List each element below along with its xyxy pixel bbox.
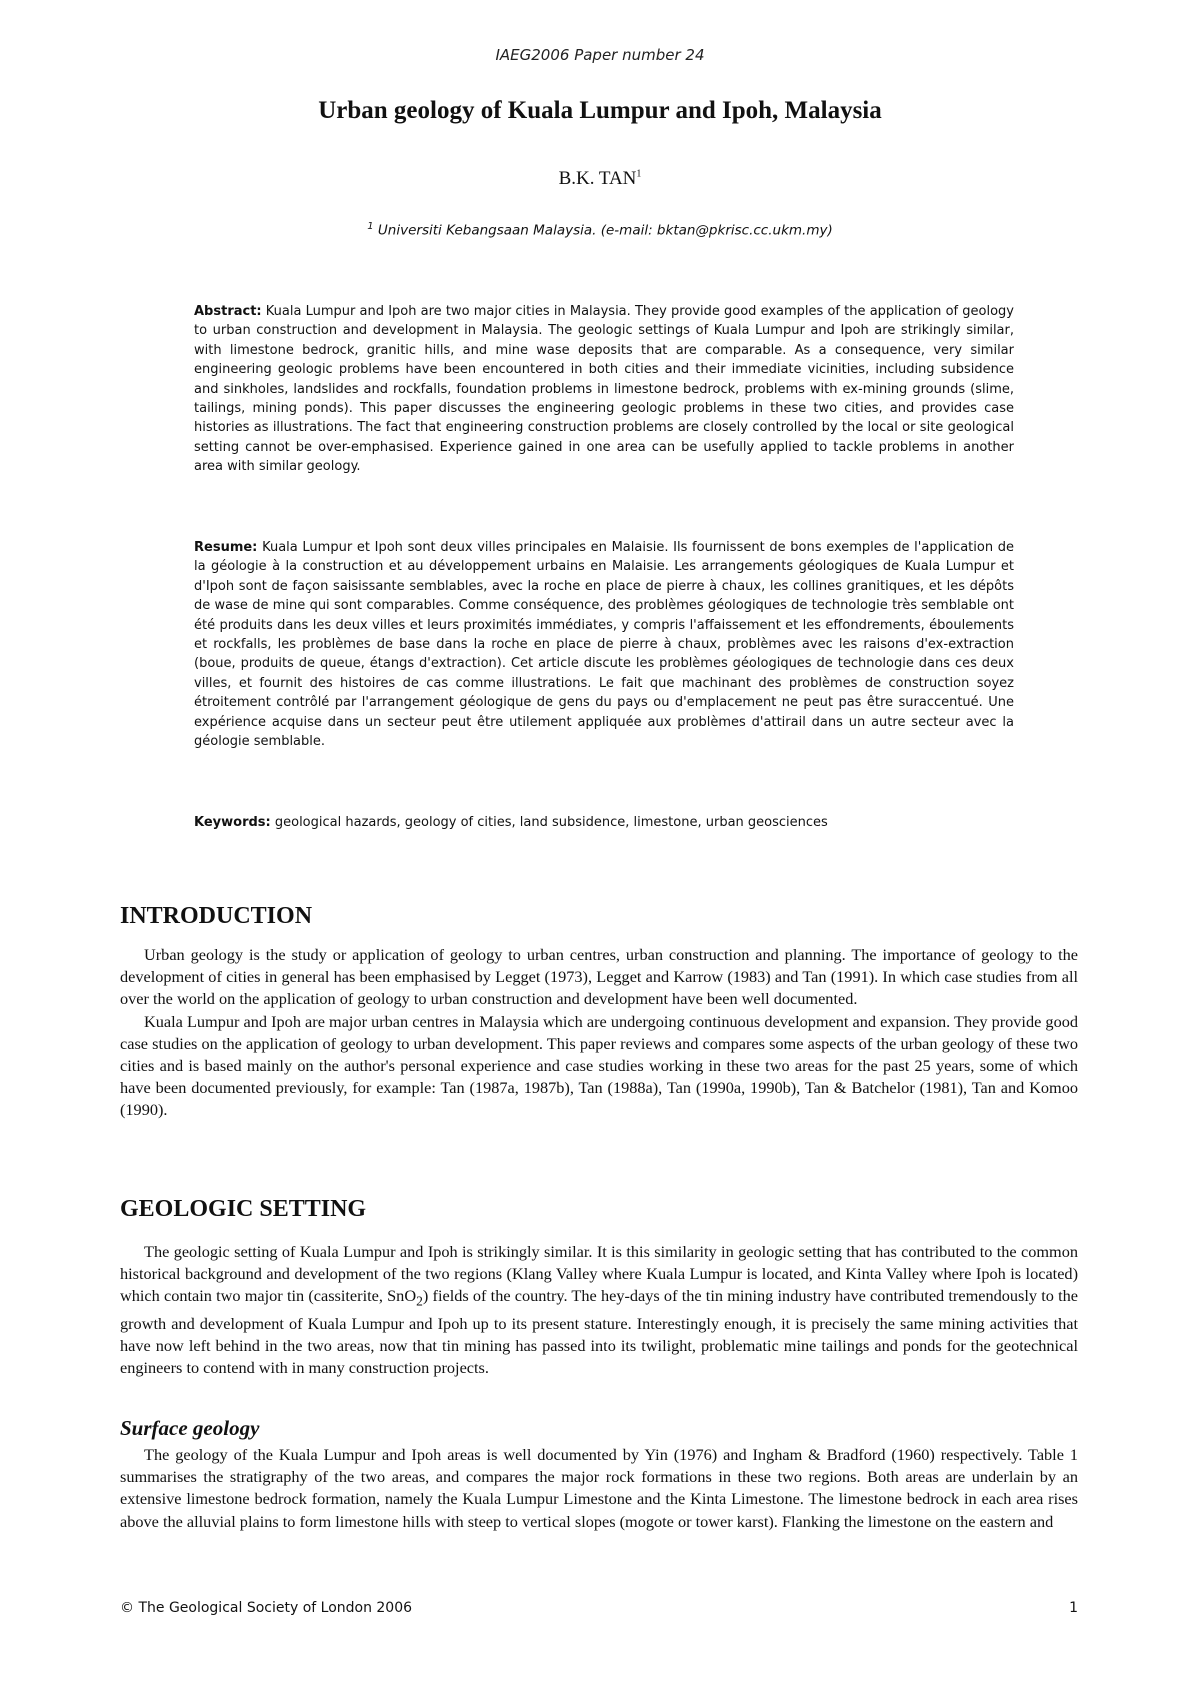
author-marker: 1 (636, 168, 642, 180)
surface-geology-paragraph-1: The geology of the Kuala Lumpur and Ipoh areas is well documented by Yin (1976) and Ingham & Bradford (1960) respectively. Table 1 summarises the stratigraphy of the two areas, and compares the major rock formations in these two regions. Both areas are underlain by an extensive limestone bedrock formation, namely the Kuala Lumpur Limestone and the Kinta Limestone. The limestone bedrock in each area rises above the alluvial plains to form limestone hills with steep to vertical slopes (mogote or tower karst). Flanking the limestone on the eastern and (120, 1445, 1078, 1531)
keywords-text: geological hazards, geology of cities, land subsidence, limestone, urban geosciences (270, 815, 828, 830)
surface-geology-body (120, 1444, 1078, 1533)
paper-number-note: IAEG2006 Paper number 24 (495, 46, 705, 64)
surface-geology-heading: Surface geology (120, 1416, 260, 1440)
abstract-text: Kuala Lumpur and Ipoh are two major cities in Malaysia. They provide good examples of the application of geology to urban construction and development in Malaysia. The geologic settings of Kuala Lumpur and Ipoh are strikingly similar, with limestone bedrock, granitic hills, and mine wase deposits that are comparable. As a consequence, very similar engineering geologic problems have been encountered in both cities and their immediate vicinities, including subsidence and sinkholes, landslides and rockfalls, foundation problems in limestone bedrock, problems with ex-mining grounds (slime, tailings, mining ponds). This paper discusses the engineering geologic problems in these two cities, and provides case histories as illustrations. The fact that engineering construction problems are closely controlled by the local or site geological setting cannot be over-emphasised. Experience gained in one area can be usefully applied to tackle problems in another area with similar geology. (194, 304, 1014, 475)
introduction-heading: INTRODUCTION (120, 903, 313, 929)
author-name: B.K. TAN (558, 168, 637, 189)
introduction-paragraph-2: Kuala Lumpur and Ipoh are major urban centres in Malaysia which are undergoing continuous development and expansion. They provide good case studies on the application of geology to urban development. This paper reviews and compares some aspects of the urban geology of these two cities and is based mainly on the author's personal experience and case studies working in these two areas for the past 25 years, some of which have been documented previously, for example: Tan (1987a, 1987b), Tan (1988a), Tan (1990a, 1990b), Tan & Batchelor (1981), Tan and Komoo (1990). (120, 1011, 1078, 1120)
geologic-setting-text-b: ) fields of the country. The hey-days of the tin mining industry have contributed tremendously to the growth and development of Kuala Lumpur and Ipoh up to its present stature. Interestingly enough, it is precisely the same mining activities that have now left behind in the two areas, now that tin mining has passed into its twilight, problematic mine tailings and ponds for the geotechnical engineers to contend with in many construction projects. (120, 1286, 1078, 1378)
affiliation-line (0, 221, 1200, 239)
affiliation-marker: 1 (367, 221, 374, 232)
introduction-body (120, 944, 1078, 1122)
paper-title: Urban geology of Kuala Lumpur and Ipoh, Malaysia (318, 97, 882, 124)
affiliation-text: Universiti Kebangsaan Malaysia. (e-mail: bktan@pkrisc.cc.ukm.my) (377, 222, 833, 239)
introduction-paragraph-1: Urban geology is the study or application of geology to urban centres, urban construction and planning. The importance of geology to the development of cities in general has been emphasised by Legget (1973), Legget and Karrow (1983) and Tan (1991). In which case studies from all over the world on the application of geology to urban construction and development have been well documented. (120, 945, 1078, 1009)
keywords (194, 813, 1014, 832)
page-number: 1 (1069, 1600, 1078, 1616)
geologic-setting-body (120, 1241, 1078, 1379)
geologic-setting-paragraph-1 (120, 1241, 1078, 1379)
copyright-footer: © The Geological Society of London 2006 (120, 1600, 413, 1616)
abstract (194, 302, 1014, 477)
abstract-label: Abstract: (194, 304, 262, 319)
formula-subscript: 2 (416, 1293, 423, 1309)
keywords-label: Keywords: (194, 815, 271, 830)
author-line (0, 168, 1200, 190)
resume-text: Kuala Lumpur et Ipoh sont deux villes principales en Malaisie. Ils fournissent de bons exemples de l'application de la géologie à la construction et au développement urbains en Malaisie. Les arrangements géologiques de Kuala Lumpur et d'Ipoh sont de façon saisissante semblables, avec la roche en place de pierre à chaux, les collines granitiques, et les dépôts de wase de mine qui sont comparables. Comme conséquence, des problèmes géologiques de technologie très semblable ont été produits dans les deux villes et leurs proximités immédiates, y compris l'affaissement et les effondrements, éboulements et rockfalls, les problèmes de base dans la roche en place de pierre à chaux, problèmes avec les raisons d'ex-extraction (boue, produits de queue, étangs d'extraction). Cet article discute les problèmes géologiques de technologie dans ces deux villes, et fournit des histoires de cas comme illustrations. Le fait que machinant des problèmes de construction soyez étroitement contrôlé par l'arrangement géologique de gens du pays ou d'emplacement ne peut pas être suraccentué. Une expérience acquise dans un secteur peut être utilement appliquée aux problèmes d'attirail dans un autre secteur avec la géologie semblable. (194, 540, 1014, 750)
resume (194, 538, 1014, 751)
geologic-setting-heading: GEOLOGIC SETTING (120, 1196, 367, 1222)
geologic-setting-text-a: The geologic setting of Kuala Lumpur and Ipoh is strikingly similar. It is this similarity in geologic setting that has contributed to the common historical background and development of the two regions (Klang Valley where Kuala Lumpur is located, and Kinta Valley where Ipoh is located) which contain two major tin (cassiterite, SnO (120, 1242, 1078, 1306)
resume-label: Resume: (194, 540, 258, 555)
